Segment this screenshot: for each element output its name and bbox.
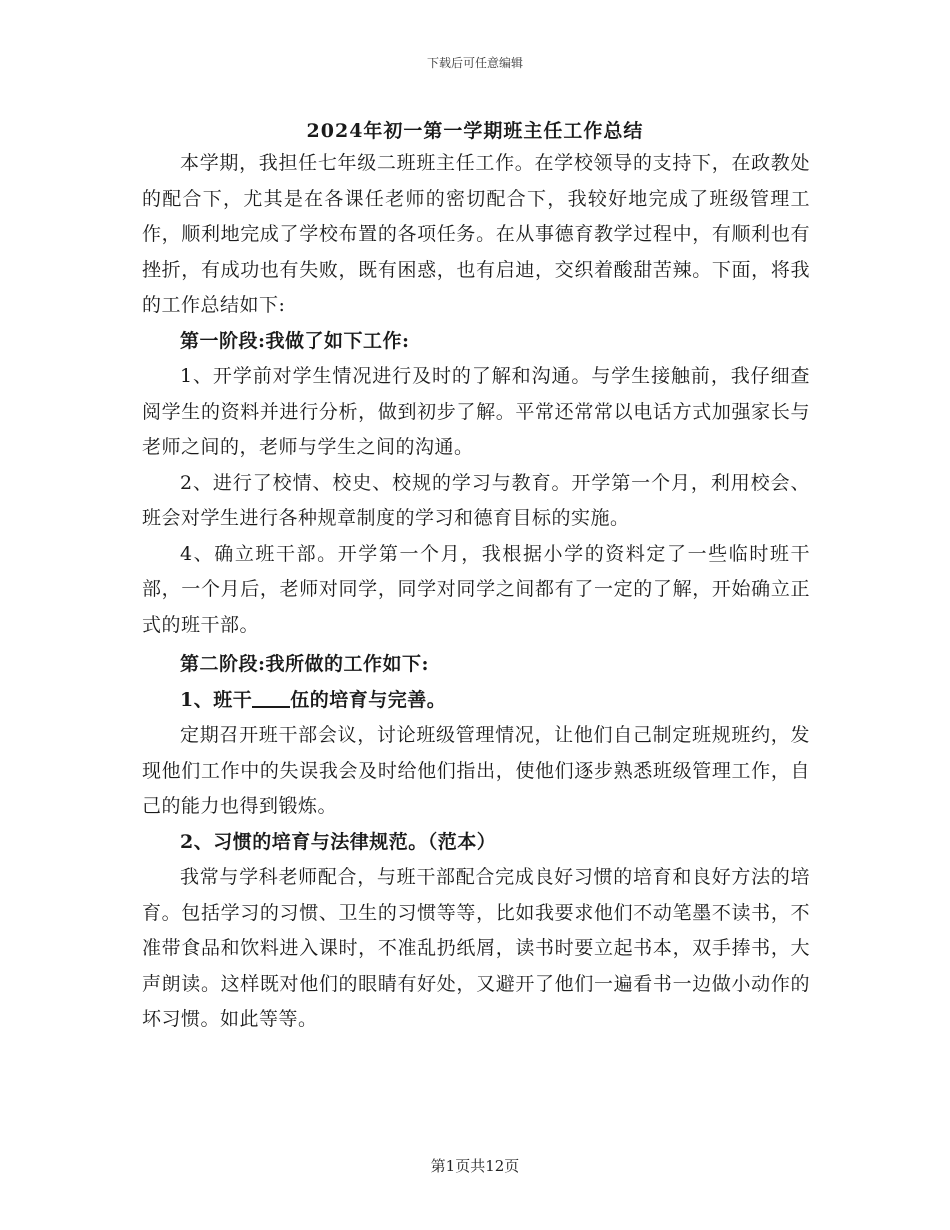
section-heading-stage-two: 第二阶段:我所做的工作如下:	[180, 653, 430, 675]
paragraph-item-2: 2、进行了校情、校史、校规的学习与教育。开学第一个月，利用校会、班会对学生进行各种规章制度的学习和德育目标的实施。	[142, 471, 810, 529]
intro-paragraph: 本学期，我担任七年级二班班主任工作。在学校领导的支持下，在政教处的配合下，尤其是在各课任老师的密切配合下，我较好地完成了班级管理工作，顺利地完成了学校布置的各项任务。在从事德育教学过程中，有顺利也有挫折，有成功也有失败，既有困惑，也有启迪，交织着酸甜苦辣。下面，将我的工作总结如下:	[142, 152, 810, 316]
subheading-part-b: 伍的培育与完善。	[290, 688, 447, 711]
section-heading-stage-one: 第一阶段:我做了如下工作:	[180, 329, 410, 352]
paragraph-item-1: 1、开学前对学生情况进行及时的了解和沟通。与学生接触前，我仔细查阅学生的资料并进行分析，做到初步了解。平常还常常以电话方式加强家长与老师之间的，老师与学生之间的沟通。	[142, 365, 810, 458]
paragraph-item-4: 4、确立班干部。开学第一个月，我根据小学的资料定了一些临时班干部，一个月后，老师对同学，同学对同学之间都有了一定的了解，开始确立正式的班干部。	[142, 542, 810, 636]
page-footer: 第1页共12页	[430, 1157, 520, 1175]
header-note: 下载后可任意编辑	[426, 56, 523, 70]
paragraph-habits: 我常与学科老师配合，与班干部配合完成良好习惯的培育和良好方法的培育。包括学习的习惯、卫生的习惯等等，比如我要求他们不动笔墨不读书，不准带食品和饮料进入课时，不准乱扔纸屑，读书时要立起书本，双手捧书，大声朗读。这样既对他们的眼睛有好处，又避开了他们一遍看书一边做小动作的坏习惯。如此等等。	[142, 866, 810, 1030]
paragraph-cadre-meetings: 定期召开班干部会议，讨论班级管理情况，让他们自己制定班规班约，发现他们工作中的失误我会及时给他们指出，使他们逐步熟悉班级管理工作，自己的能力也得到锻炼。	[142, 724, 810, 817]
subheading-habits: 2、习惯的培育与法律规范。（范本）	[180, 830, 497, 853]
document-body	[142, 146, 810, 1038]
document-title: 2024年初一第一学期班主任工作总结	[306, 120, 644, 142]
subheading-part-a: 1、班干	[180, 688, 253, 711]
blank-underline	[252, 688, 290, 708]
subheading-class-cadre	[142, 683, 810, 719]
